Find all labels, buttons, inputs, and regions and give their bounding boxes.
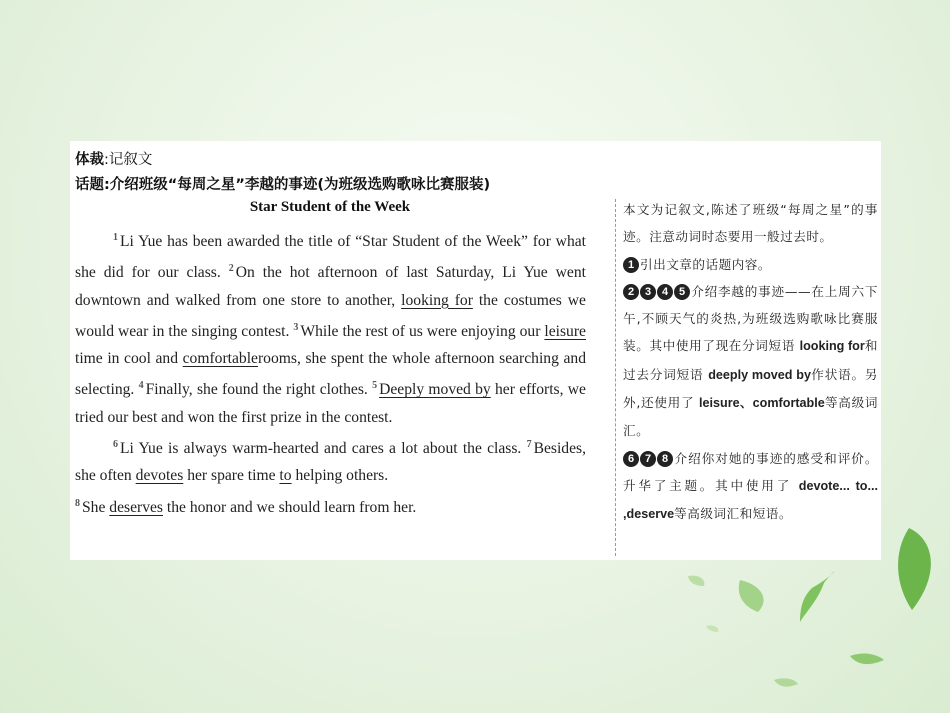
sentence-text: helping others.	[295, 467, 389, 485]
sentence-text: her efforts, we tried our best and won the first prize in the contest.	[75, 381, 586, 426]
leaf-icon	[898, 528, 931, 610]
genre-value: :记叙文	[104, 152, 153, 168]
marker-circle: 1	[623, 257, 639, 273]
sentence-text: On the hot afternoon of last Saturday, Li Yue went downtown and walked from one store to another,	[75, 264, 586, 309]
sentence-marker: 1	[113, 232, 118, 243]
marker-circle: 6	[623, 451, 639, 467]
leaf-icon	[850, 653, 884, 664]
topic-value: :介绍班级“每周之星”李越的事迹(为班级选购歌咏比赛服装)	[104, 177, 491, 193]
sentence-text: the honor and we should learn from her.	[166, 498, 417, 516]
sentence-marker: 4	[138, 380, 144, 392]
note-term: leisure、comfortable	[699, 396, 825, 411]
note-intro: 本文为记叙文,陈述了班级“每周之星”的事迹。注意动词时态要用一般过去时。	[623, 202, 878, 245]
sentence-text: While the rest of us were enjoying our	[300, 322, 541, 340]
highlight-deeply-moved-by: Deeply moved by	[379, 381, 491, 399]
note-text: 等高级词汇和短语。	[674, 506, 792, 522]
sentence-text: her spare time	[187, 467, 276, 485]
sentence-marker: 2	[228, 263, 234, 275]
leaf-icon	[774, 678, 798, 686]
sentence-text: Li Yue has been awarded the title of “Star Student of the Week” for what she did for our class.	[75, 233, 586, 282]
note-text: 等高级词汇。	[623, 395, 878, 439]
sentence-marker: 5	[372, 380, 378, 392]
marker-circle: 7	[640, 451, 656, 467]
sentence-marker: 8	[75, 497, 80, 509]
leaf-icon	[706, 625, 718, 632]
marker-circle: 4	[657, 284, 673, 300]
sentence-marker: 6	[113, 439, 118, 451]
highlight-leisure: leisure	[544, 322, 586, 340]
marker-circle: 3	[640, 284, 656, 300]
leaf-icon	[688, 576, 704, 586]
note-text: 介绍你对她的事迹的感受和评价。升华了主题。其中使用了	[623, 450, 878, 493]
sentence-text: time in cool and	[75, 350, 179, 368]
leaf-icon	[800, 571, 834, 622]
marker-circle: 2	[623, 284, 639, 300]
marker-circle: 8	[657, 451, 673, 467]
note-text: 和过去分词短语	[623, 338, 879, 382]
highlight-deserves: deserves	[109, 498, 163, 516]
sentence-text: Finally, she found the right clothes.	[145, 381, 368, 399]
highlight-devotes: devotes	[135, 467, 184, 485]
highlight-comfortable: comfortable	[182, 350, 258, 368]
leaf-icon	[739, 580, 764, 612]
sentence-text: Li Yue is always warm-hearted and cares a lot about the class.	[120, 440, 522, 458]
note-term: looking for	[799, 339, 865, 354]
sentence-text: rooms, she spent the whole afternoon searching and selecting.	[75, 350, 586, 399]
sentence-text: She	[82, 498, 106, 516]
sentence-marker: 3	[293, 321, 299, 333]
genre-label: 体裁	[75, 152, 104, 168]
highlight-to: to	[279, 467, 292, 485]
sentence-text: the costumes we would wear in the singing contest.	[75, 291, 586, 340]
note-text: 作状语。另外,还使用了	[623, 366, 878, 411]
note-term: devote... to... ,deserve	[623, 478, 878, 522]
topic-label: 话题	[75, 177, 104, 193]
note-text: 介绍李越的事迹——在上周六下午,不顾天气的炎热,为班级选购歌咏比赛服装。其中使用了现在分词短语	[623, 283, 878, 354]
sentence-marker: 7	[526, 439, 532, 451]
marker-circle: 5	[674, 284, 690, 300]
sentence-text: Besides, she often	[75, 440, 586, 485]
note-text: 引出文章的话题内容。	[640, 256, 771, 272]
passage-title: Star Student of the Week	[249, 199, 411, 215]
note-term: deeply moved by	[708, 367, 811, 382]
highlight-looking-for: looking for	[401, 291, 473, 309]
